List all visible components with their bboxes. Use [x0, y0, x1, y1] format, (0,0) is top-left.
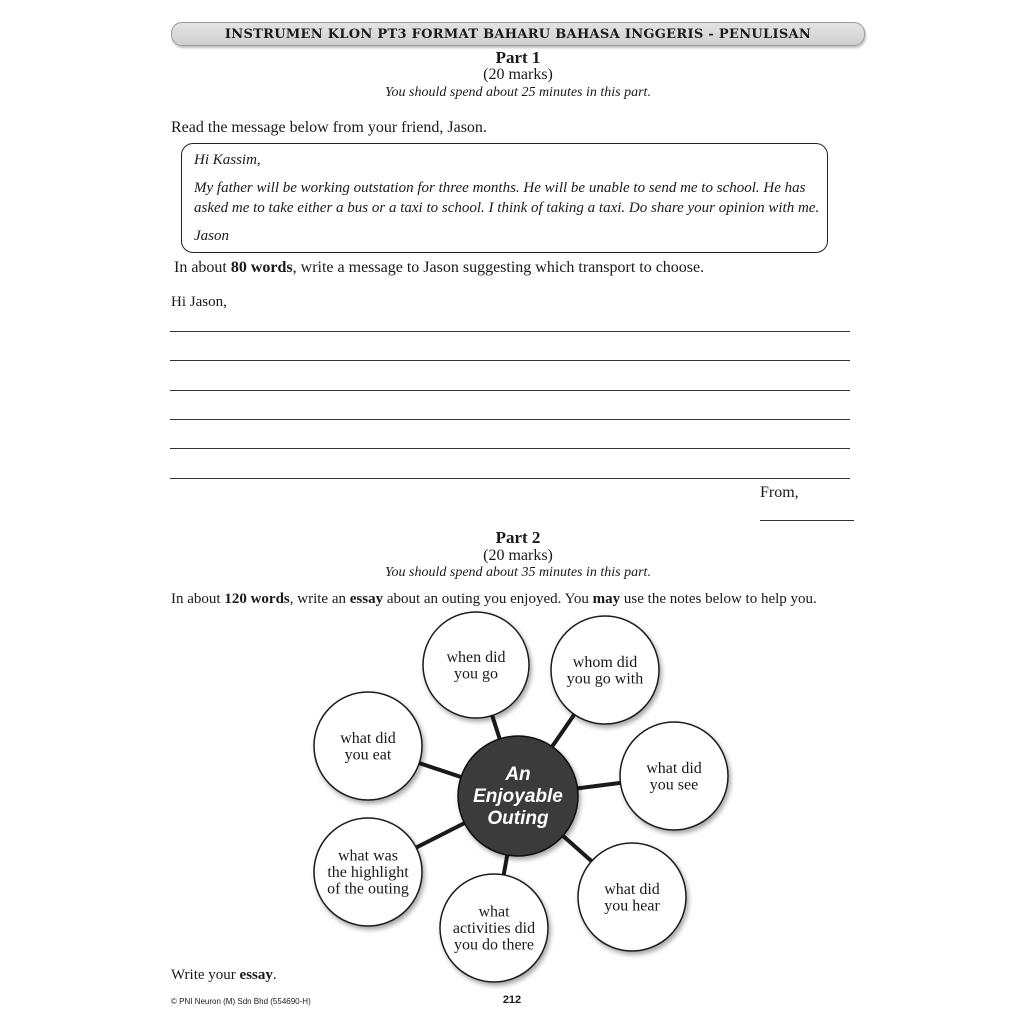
note-bubble-highlight [314, 818, 422, 926]
header-title: INSTRUMEN KLON PT3 FORMAT BAHARU BAHASA INGGERIS - PENULISAN [224, 26, 812, 42]
from-label: From, [760, 484, 799, 501]
part1-time-note: You should spend about 25 minutes in this part. [385, 85, 651, 100]
bubble-text-see: you see [649, 776, 699, 794]
hub-title: Enjoyable [473, 786, 563, 807]
bubble-text-activities: you do there [454, 936, 534, 954]
bubble-text-highlight: what was [338, 847, 398, 865]
note-bubble-when [423, 612, 529, 718]
part1-marks: (20 marks) [483, 66, 553, 83]
note-bubble-activities [440, 874, 548, 982]
hub-title: Outing [487, 808, 549, 829]
bubble-text-activities: what [478, 903, 510, 921]
bubble-text-highlight: of the outing [327, 880, 409, 898]
part2-instruction: In about 120 words, write an essay about an outing you enjoyed. You may use the notes below to help you. [171, 591, 817, 607]
part2-time-note: You should spend about 35 minutes in this part. [385, 565, 651, 580]
message-line-1: My father will be working outstation for three months. He will be unable to send me to school. He has [194, 180, 806, 196]
closing-instruction: Write your essay. [171, 967, 277, 983]
part2-title: Part 2 [495, 528, 541, 547]
part1-intro: Read the message below from your friend, Jason. [171, 119, 487, 136]
reply-greeting: Hi Jason, [171, 294, 227, 310]
page-number: 212 [502, 994, 522, 1006]
note-bubble-eat [314, 692, 422, 800]
bubble-text-hear: what did [604, 880, 660, 898]
bubble-text-whom: you go with [566, 670, 644, 688]
message-signoff: Jason [194, 228, 229, 244]
message-greeting: Hi Kassim, [194, 152, 261, 168]
message-line-2: asked me to take either a bus or a taxi to school. I think of taking a taxi. Do share your opinion with me. [194, 200, 820, 216]
note-bubble-hear [578, 843, 686, 951]
bubble-text-see: what did [646, 759, 702, 777]
bubble-text-when: you go [454, 665, 498, 683]
copyright: © PNI Neuron (M) Sdn Bhd (554690-H) [171, 997, 311, 1006]
bubble-text-eat: you eat [344, 746, 392, 764]
note-bubble-see [620, 722, 728, 830]
bubble-text-highlight: the highlight [327, 864, 409, 881]
bubble-text-when: when did [446, 648, 506, 666]
bubble-text-whom: whom did [572, 653, 638, 671]
part1-instruction: In about 80 words, write a message to Jason suggesting which transport to choose. [174, 259, 705, 276]
part1-title: Part 1 [495, 48, 541, 67]
bubble-text-activities: activities did [452, 920, 536, 937]
bubble-text-hear: you hear [604, 897, 660, 915]
hub-title: An [505, 764, 531, 785]
bubble-text-eat: what did [340, 729, 396, 747]
part2-marks: (20 marks) [483, 547, 553, 564]
note-bubble-whom [551, 616, 659, 724]
